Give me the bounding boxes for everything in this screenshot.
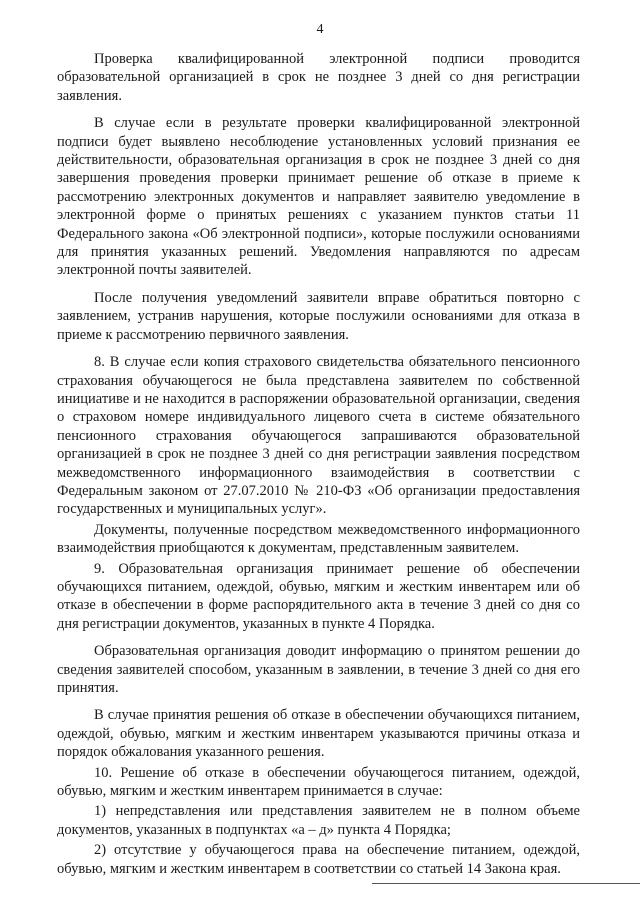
footer-divider [372,883,640,884]
paragraph-refusal-reasons: В случае принятия решения об отказе в обеспечении обучающихся питанием, одеждой, обувью, мягким и жестким инвентарем указываются причины отказа и порядок обжалования указанного решения. [57,707,580,761]
paragraph-subitem-1: 1) непредставления или представления заявителем не в полном объеме документов, указанных в подпунктах «а – д» пункта 4 Порядка; [57,803,580,838]
page-number: 4 [316,22,324,37]
paragraph-subitem-2: 2) отсутствие у обучающегося права на обеспечение питанием, одеждой, обувью, мягким и жестким инвентарем в соответствии со статьей 14 Закона края. [57,842,580,877]
paragraph-signature-check: Проверка квалифицированной электронной подписи проводится образовательной организацией в срок не позднее 3 дней со дня регистрации заявления. [57,51,580,104]
paragraph-notify-decision: Образовательная организация доводит информацию о принятом решении до сведения заявителей способом, указанным в заявлении, в течение 3 дней со дня его принятия. [57,643,580,696]
paragraph-item-10: 10. Решение об отказе в обеспечении обучающегося питанием, одеждой, обувью, мягким и жестким инвентарем принимается в случае: [57,764,580,800]
paragraph-signature-invalid: В случае если в результате проверки квалифицированной электронной подписи будет выявлено несоблюдение установленных условий признания ее действительности, образовательная организация в срок не позднее 3 дней со дня завершения проведения проверки принимает решение об отказе в приеме к рассмотрению электронных документов и направляет заявителю уведомление в электронной форме о принятых решениях с указанием пунктов статьи 11 Федерального закона «Об электронной подписи», которые послужили основаниями для принятия указанных решений. Уведомления направляются по адресам электронной почты заявителей. [57,115,580,279]
document-body [57,50,580,878]
paragraph-item-8: 8. В случае если копия страхового свидетельства обязательного пенсионного страхования обучающегося не была представлена заявителем по собственной инициативе и не находится в распоряжении образовательной организации, сведения о страховом номере индивидуального лицевого счета в системе обязательного пенсионного страхования обучающегося запрашиваются образовательной организацией в срок не позднее 3 дней со дня регистрации заявления посредством межведомственного информационного взаимодействия в соответствии с Федеральным законом от 27.07.2010 № 210-ФЗ «Об организации предоставления государственных и муниципальных услуг». [57,354,580,518]
paragraph-reapply: После получения уведомлений заявители вправе обратиться повторно с заявлением, устранив нарушения, которые послужили основаниями для отказа в приеме к рассмотрению первичного заявления. [57,289,580,343]
paragraph-item-9: 9. Образовательная организация принимает решение об обеспечении обучающихся питанием, одеждой, обувью, мягким и жестким инвентарем или об отказе в обеспечении в форме распорядительного акта в течение 3 дней со дня со дня регистрации документов, указанных в пункте 4 Порядка. [57,560,580,632]
paragraph-documents-attached: Документы, полученные посредством межведомственного информационного взаимодействия приобщаются к документам, представленным заявителем. [57,521,580,557]
